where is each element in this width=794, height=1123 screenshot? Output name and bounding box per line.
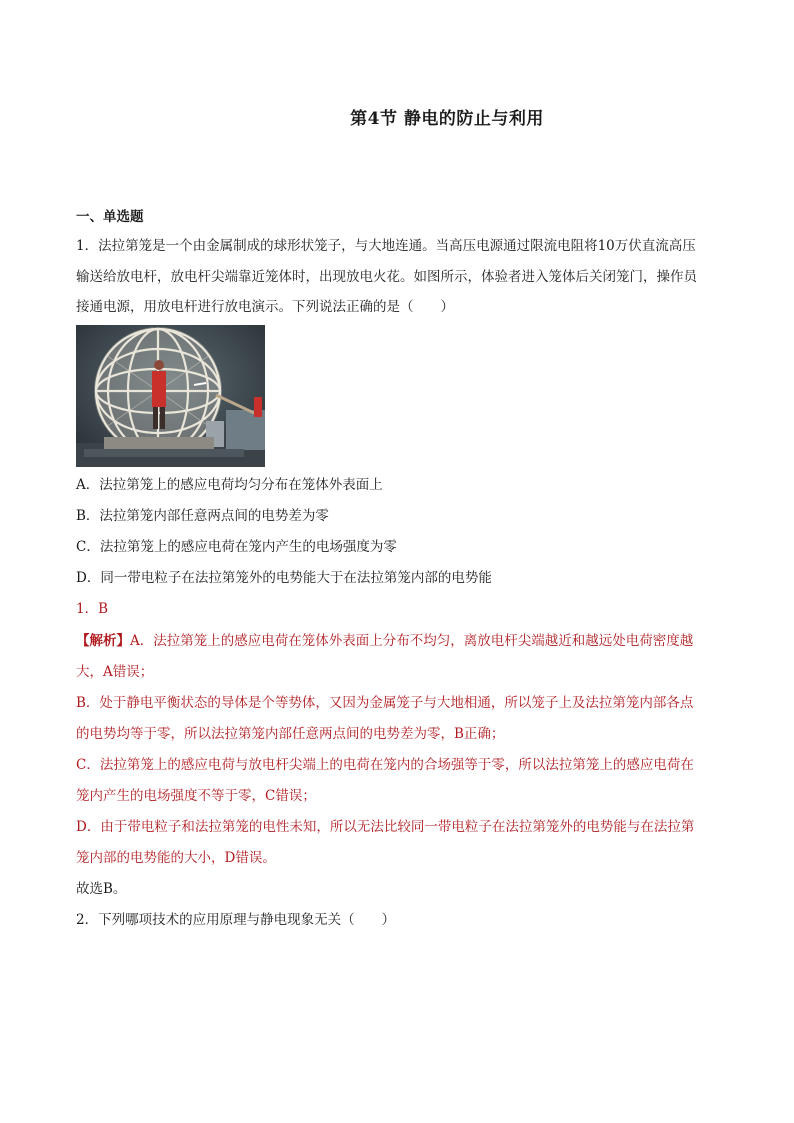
analysis-line-1 <box>76 631 724 651</box>
page-title: 第4节 静电的防止与利用 <box>350 109 544 129</box>
analysis-line-4: 的电势均等于零，所以法拉第笼内部任意两点间的电势差为零，B正确； <box>76 726 505 742</box>
question-1-stem-line-2: 输送给放电杆，放电杆尖端靠近笼体时，出现放电火花。如图所示，体验者进入笼体后关闭笼门，操作员 <box>76 269 697 285</box>
question-2-stem: 2．下列哪项技术的应用原理与静电现象无关（ ） <box>76 912 396 928</box>
option-d: D．同一带电粒子在法拉第笼外的电势能大于在法拉第笼内部的电势能 <box>76 570 492 586</box>
analysis-line-7: D．由于带电粒子和法拉第笼的电性未知，所以无法比较同一带电粒子在法拉第笼外的电势能与在法拉第 <box>76 819 695 835</box>
analysis-line-3: B．处于静电平衡状态的导体是个等势体，又因为金属笼子与大地相通，所以笼子上及法拉第笼内部各点 <box>76 695 694 711</box>
section-heading: 一、单选题 <box>76 209 144 225</box>
question-1-stem-line-3: 接通电源，用放电杆进行放电演示。下列说法正确的是（ ） <box>76 299 454 315</box>
answer: 1．B <box>76 601 109 617</box>
analysis-line-6: 笼内产生的电场强度不等于零，C错误； <box>76 788 316 804</box>
analysis-line-2: 大，A错误； <box>76 664 154 680</box>
option-a: A．法拉第笼上的感应电荷均匀分布在笼体外表面上 <box>76 477 383 493</box>
analysis-line-8: 笼内部的电势能的大小，D错误。 <box>76 850 276 866</box>
option-c: C．法拉第笼上的感应电荷在笼内产生的电场强度为零 <box>76 539 397 555</box>
faraday-cage-photo <box>76 325 265 467</box>
question-1-stem-line-1: 1．法拉第笼是一个由金属制成的球形状笼子，与大地连通。当高压电源通过限流电阻将10万伏直流高压 <box>76 238 696 254</box>
analysis-tag: 【解析】 <box>76 633 130 649</box>
option-b: B．法拉第笼内部任意两点间的电势差为零 <box>76 508 329 524</box>
analysis-line-5: C．法拉第笼上的感应电荷与放电杆尖端上的电荷在笼内的合场强等于零，所以法拉第笼上的感应电荷在 <box>76 757 694 773</box>
analysis-text: A．法拉第笼上的感应电荷在笼体外表面上分布不均匀，离放电杆尖端越近和越远处电荷密度越 <box>130 633 694 649</box>
conclusion: 故选B。 <box>76 881 127 897</box>
